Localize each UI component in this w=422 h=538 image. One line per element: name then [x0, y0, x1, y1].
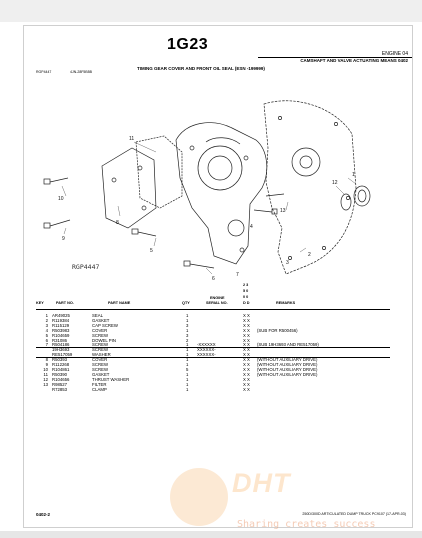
cell-qty: 1	[186, 347, 189, 353]
cell-part: R119384	[52, 317, 70, 323]
page-number: 0402-2	[36, 512, 51, 517]
cell-part: R104861	[52, 366, 70, 372]
callout-5: 5	[150, 248, 153, 254]
cell-key: 1	[45, 313, 48, 318]
cell-part: R112268	[52, 362, 70, 367]
cell-qty: 2	[186, 337, 189, 343]
col-remarks: REMARKS	[276, 301, 296, 305]
cell-qty: 1	[186, 352, 189, 358]
cell-key: 13	[43, 381, 48, 387]
large-gasket-part	[264, 101, 356, 274]
cell-eng: X X	[243, 386, 250, 392]
exploded-parts-illustration	[36, 78, 386, 288]
cell-qty: 1	[186, 386, 189, 392]
cell-name: SCREW	[92, 366, 108, 372]
seal-part	[354, 186, 370, 206]
cell-name: COVER	[92, 327, 108, 333]
cell-eng: X X	[243, 381, 250, 387]
callout-6: 6	[212, 276, 215, 282]
cell-qty: 1	[186, 371, 189, 377]
gasket-part	[136, 136, 182, 208]
cell-key: 10	[43, 366, 48, 372]
page-title: TIMING GEAR COVER AND FRONT OIL SEAL (ESN -199999)	[137, 66, 265, 71]
cell-name: SCREW	[92, 342, 108, 348]
callout-9: 9	[62, 236, 65, 242]
cell-eng: X X	[243, 337, 250, 343]
engine-col-1: 2 3	[243, 283, 249, 287]
cell-serial: XXXXXX-	[197, 352, 216, 358]
col-part-no: PART NO.	[56, 301, 74, 305]
cell-eng: X X	[243, 357, 250, 363]
cell-name: SCREW	[92, 332, 108, 338]
engine-col-2: 5 0	[243, 289, 249, 293]
callout-11: 11	[129, 136, 135, 142]
table-rule	[36, 357, 390, 358]
engine-code: 4JN-28F5B5B	[70, 70, 92, 74]
callout-10: 10	[58, 196, 64, 202]
watermark-logo: DHT	[232, 468, 291, 498]
callout-7: 7	[236, 272, 239, 278]
watermark-circle	[170, 468, 228, 526]
cell-part: R98527	[52, 381, 68, 387]
cell-qty: 1	[186, 342, 189, 348]
cell-eng: X X	[243, 376, 250, 382]
cell-remarks: (WITHOUT AUXILIARY DRIVE)	[257, 366, 318, 372]
thrust-washer-part	[341, 194, 351, 210]
cell-part: R115129	[52, 322, 70, 328]
cell-name: GASKET	[92, 317, 110, 323]
cell-qty: 1	[186, 357, 189, 363]
engine-col-3: 0 0	[243, 295, 249, 299]
engine-col-4: D D	[243, 301, 250, 305]
cell-name: SCREW	[92, 347, 108, 353]
cell-qty: 3	[186, 322, 189, 328]
cell-part: R104656	[52, 376, 70, 382]
cell-remarks: (SUB FOR R500456)	[257, 327, 298, 333]
cell-serial: -XXXXXX	[197, 342, 216, 348]
cell-key: 5	[45, 332, 48, 338]
cell-name: SEAL	[92, 313, 103, 318]
cell-qty: 1	[186, 317, 189, 323]
cell-remarks: (WITHOUT AUXILIARY DRIVE)	[257, 371, 318, 377]
cell-qty: 1	[186, 376, 189, 382]
cell-eng: X X	[243, 371, 250, 377]
cell-part: R50390	[52, 371, 68, 377]
cell-qty: 1	[186, 313, 189, 318]
cell-eng: X X	[243, 313, 250, 318]
cell-name: DOWEL PIN	[92, 337, 116, 343]
callout-13: 13	[280, 208, 286, 214]
cell-name: CLAMP	[92, 386, 107, 392]
callout-1: 1	[352, 172, 355, 178]
cell-remarks: (SUB 19H3693 AND RE517059)	[257, 342, 319, 348]
cell-qty: 1	[186, 327, 189, 333]
watermark-slogan: Sharing creates success	[237, 519, 376, 530]
viewer-top-bar	[0, 0, 422, 22]
cell-part: R31086	[52, 337, 68, 343]
cell-name: COVER	[92, 357, 108, 363]
table-row	[36, 387, 394, 392]
cell-eng: X X	[243, 347, 250, 353]
cell-qty: 1	[186, 362, 189, 367]
page-footer-info: 250D/300D ARTICULATED DUMP TRUCK PC9107 (17-APR-03)	[302, 512, 406, 516]
cell-eng: X X	[243, 332, 250, 338]
callout-4: 4	[250, 224, 253, 230]
cell-part: R504186	[52, 342, 70, 348]
cell-part: R104659	[52, 332, 70, 338]
table-rule	[36, 309, 390, 310]
cell-name: FILTER	[92, 381, 107, 387]
cell-name: WASHER	[92, 352, 111, 358]
viewer-bottom-bar	[0, 531, 422, 538]
cell-eng: X X	[243, 317, 250, 323]
cell-remarks: (WITHOUT AUXILIARY DRIVE)	[257, 362, 318, 367]
cell-key: 11	[43, 371, 48, 377]
cell-name: SCREW	[92, 362, 108, 367]
cell-key: 6	[45, 337, 48, 343]
cell-key: 3	[45, 322, 48, 328]
cell-eng: X X	[243, 327, 250, 333]
cell-part: 19H3693	[52, 347, 70, 353]
callout-8: 8	[116, 220, 119, 226]
group-subtitle: CAMSHAFT AND VALVE ACTUATING MEANS 0402	[300, 58, 408, 63]
cell-qty: 1	[186, 381, 189, 387]
cell-eng: X X	[243, 352, 250, 358]
cell-qty: 5	[186, 366, 189, 372]
cell-key: 4	[45, 327, 48, 333]
cover-part	[102, 148, 156, 228]
cell-key: 9	[45, 362, 48, 367]
cell-part: R50393	[52, 357, 68, 363]
callout-2: 2	[308, 252, 311, 258]
col-part-name: PART NAME	[108, 301, 131, 305]
cell-part: R503983	[52, 327, 70, 333]
cell-name: CAP SCREW	[92, 322, 118, 328]
cell-part: R72853	[52, 386, 68, 392]
table-rule	[36, 347, 390, 348]
callout-12: 12	[332, 180, 338, 186]
cell-key: 8	[45, 357, 48, 363]
cell-name: THRUST WASHER	[92, 376, 130, 382]
cell-serial: XXXXXX-	[197, 347, 216, 353]
cell-eng: X X	[243, 366, 250, 372]
col-key: KEY	[36, 301, 44, 305]
cell-part: AR49025	[52, 313, 70, 318]
illustration-code: RGP4447	[36, 70, 52, 74]
cell-eng: X X	[243, 362, 250, 367]
cell-part: RE517059	[52, 352, 73, 358]
illustration-label: RGP4447	[72, 263, 100, 271]
cell-key: 2	[45, 317, 48, 323]
cell-name: GASKET	[92, 371, 110, 377]
cell-key: 7	[45, 342, 48, 348]
cell-eng: X X	[243, 322, 250, 328]
sheet-number: 1G23	[167, 36, 209, 53]
cell-remarks: (WITHOUT AUXILIARY DRIVE)	[257, 357, 318, 363]
callout-3: 3	[286, 260, 289, 266]
section-label: ENGINE 04	[381, 51, 408, 57]
col-qty: QTY	[182, 301, 190, 305]
timing-cover-part	[176, 123, 267, 264]
cell-key: 12	[43, 376, 48, 382]
cell-qty: 3	[186, 332, 189, 338]
cell-eng: X X	[243, 342, 250, 348]
col-engine: ENGINE	[210, 296, 225, 300]
col-serial-no: SERIAL NO.	[206, 301, 228, 305]
